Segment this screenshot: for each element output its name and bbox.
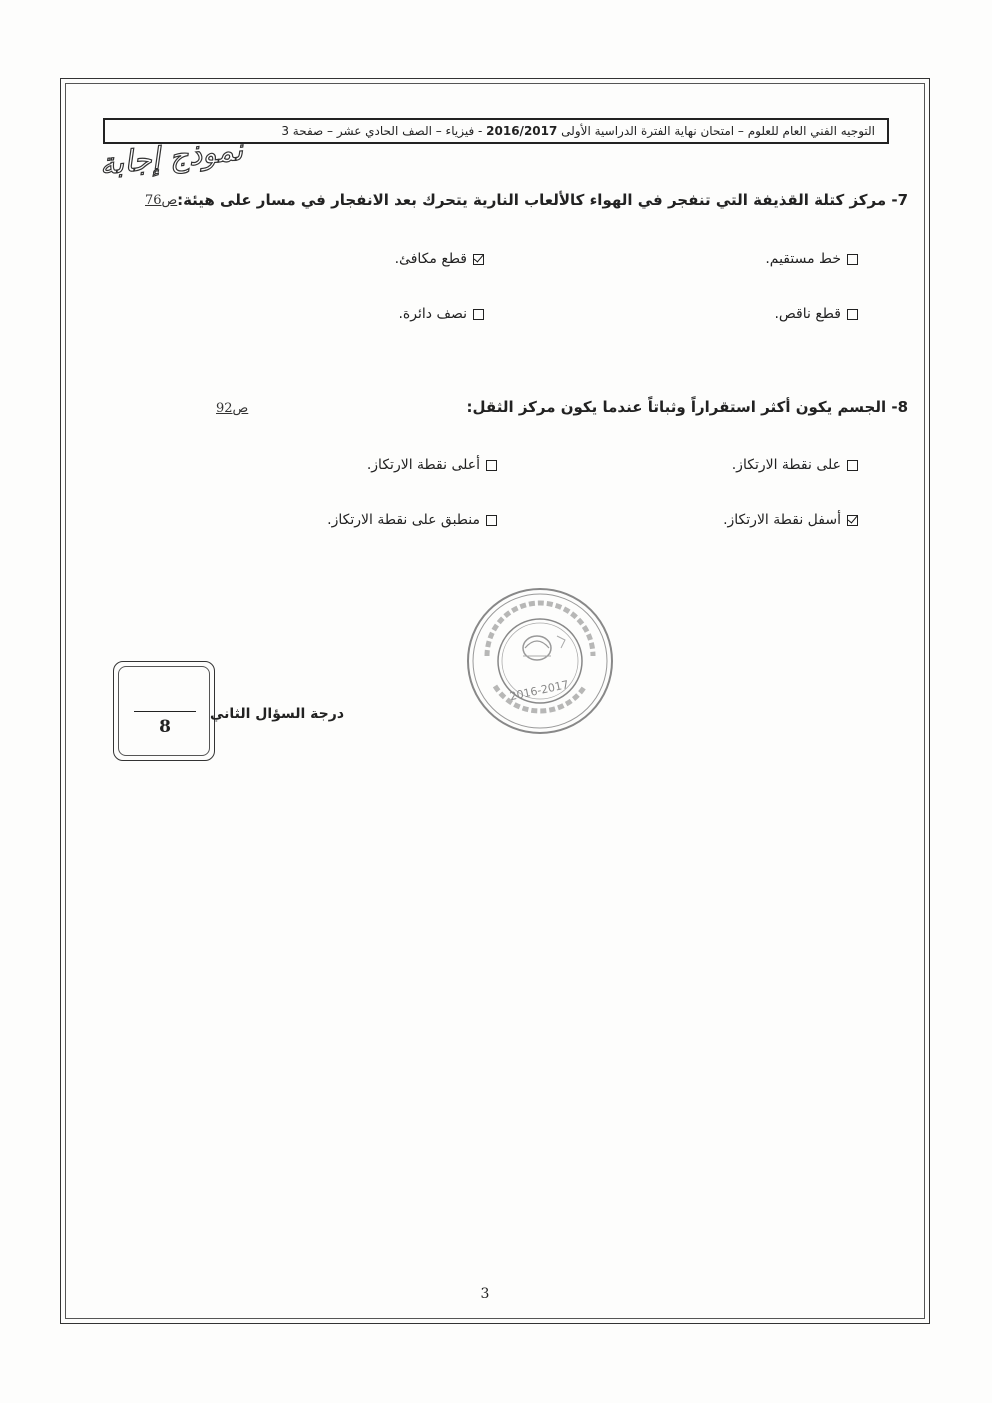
answer-model-label: نموذج إجابة	[97, 132, 245, 183]
q7-option-3[interactable]	[774, 306, 858, 322]
q8-option-4-label: منطبق على نقطة الارتكاز.	[327, 512, 480, 528]
checkbox-icon	[486, 515, 497, 526]
q8-option-2[interactable]	[367, 457, 497, 473]
q8-option-1-label: على نقطة الارتكاز.	[731, 457, 841, 473]
question-8-page-ref: ص92	[216, 401, 249, 416]
q8-option-2-label: أعلى نقطة الارتكاز.	[366, 457, 480, 473]
ministry-seal-stamp	[465, 586, 615, 736]
score-value: 8	[159, 717, 171, 737]
header-year: 2016/2017	[486, 124, 558, 138]
q7-option-4[interactable]	[398, 306, 484, 322]
question-7-page-ref: ص76	[145, 193, 178, 208]
checkbox-icon	[847, 460, 858, 471]
q7-option-4-label: نصف دائرة.	[398, 306, 467, 322]
checked-checkbox-icon	[473, 254, 484, 265]
svg-text:2016-2017: 2016-2017	[508, 677, 570, 704]
q7-option-2-label: قطع مكافئ.	[394, 251, 467, 267]
checkbox-icon	[847, 254, 858, 265]
q8-option-1[interactable]	[732, 457, 858, 473]
q8-option-3[interactable]	[723, 512, 858, 528]
checkbox-icon	[473, 309, 484, 320]
header-prefix: التوجيه الفني العام للعلوم – امتحان نهاية الفترة الدراسية الأولى	[561, 124, 875, 138]
score-label: درجة السؤال الثاني	[209, 706, 344, 722]
page-number: 3	[480, 1286, 490, 1302]
score-fraction-line	[134, 711, 196, 712]
q8-option-4[interactable]	[327, 512, 497, 528]
question-8-text: 8- الجسم يكون أكثر استقراراً وثباتاً عندما يكون مركز الثقل:	[466, 398, 908, 416]
q7-option-2[interactable]	[395, 251, 484, 267]
checkbox-icon	[847, 309, 858, 320]
checked-checkbox-icon	[847, 515, 858, 526]
q7-option-3-label: قطع ناقص.	[774, 306, 841, 322]
q8-option-3-label: أسفل نقطة الارتكاز.	[723, 512, 841, 528]
checkbox-icon	[486, 460, 497, 471]
header-suffix: - فيزياء – الصف الحادي عشر – صفحة 3	[281, 124, 483, 138]
question-7-text: 7- مركز كتلة القذيفة التي تنفجر في الهواء كالألعاب النارية يتحرك بعد الانفجار في مسار على هيئة:	[177, 191, 908, 209]
q7-option-1[interactable]	[765, 251, 858, 267]
q7-option-1-label: خط مستقيم.	[765, 251, 841, 267]
